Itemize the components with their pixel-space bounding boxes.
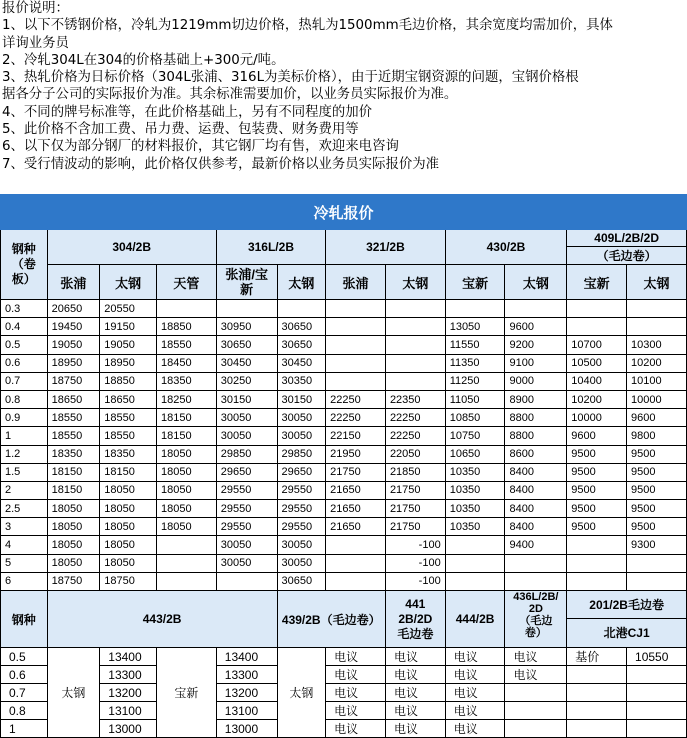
price-cell: 22250 — [385, 409, 445, 427]
price-cell: 9500 — [567, 463, 627, 481]
price-cell: 电议 — [326, 684, 386, 702]
price-cell: 18750 — [47, 372, 100, 390]
empty-cell — [505, 702, 567, 720]
price-row — [1, 409, 687, 427]
price-cell: 10100 — [627, 372, 687, 390]
price-cell: 22050 — [385, 445, 445, 463]
price-cell: 29550 — [216, 481, 277, 499]
price-cell: 13050 — [445, 318, 505, 336]
grade-header-201: 201/2B毛边卷 — [567, 591, 687, 619]
price-cell: 30450 — [216, 354, 277, 372]
spec-cell: 0.6 — [1, 666, 48, 684]
empty-cell — [627, 666, 687, 684]
note-line: 报价说明： — [2, 1, 69, 16]
price-cell: 8800 — [505, 409, 567, 427]
price-cell — [385, 336, 445, 354]
spec-cell: 0.9 — [1, 409, 48, 427]
price-cell: 10350 — [445, 500, 505, 518]
price-cell — [326, 554, 386, 572]
price-row — [1, 390, 687, 408]
price-cell: 30150 — [216, 390, 277, 408]
price-cell: 22150 — [326, 427, 386, 445]
price-cell: 18250 — [157, 390, 217, 408]
price-cell — [326, 318, 386, 336]
price-cell: 电议 — [326, 720, 386, 738]
price-cell: 13000 — [216, 720, 277, 738]
price-row — [1, 354, 687, 372]
price-cell: 电议 — [445, 702, 505, 720]
spec-cell: 0.8 — [1, 390, 48, 408]
price-cell — [157, 572, 217, 590]
price-cell: 29550 — [216, 518, 277, 536]
price-cell: 13300 — [100, 666, 157, 684]
price-cell — [385, 354, 445, 372]
mill-cell-baoxin: 宝新 — [157, 648, 217, 738]
price-cell: 10350 — [445, 481, 505, 499]
price-cell: 18050 — [47, 518, 100, 536]
spec-cell: 1 — [1, 720, 48, 738]
price-cell: 18050 — [100, 481, 157, 499]
price-cell: 18150 — [47, 481, 100, 499]
price-cell: 10000 — [627, 390, 687, 408]
price-cell: 电议 — [385, 720, 445, 738]
price-cell: 18050 — [157, 500, 217, 518]
price-cell: 9500 — [627, 463, 687, 481]
price-cell: 电议 — [385, 666, 445, 684]
price-cell: 电议 — [445, 684, 505, 702]
mill-header: 天管 — [157, 265, 217, 300]
price-cell: 9500 — [627, 500, 687, 518]
price-cell: 22250 — [385, 427, 445, 445]
price-cell — [445, 572, 505, 590]
price-cell — [445, 300, 505, 318]
spec-cell: 0.7 — [1, 684, 48, 702]
mill-header: 宝新 — [567, 265, 627, 300]
price-cell: 18050 — [47, 536, 100, 554]
price-cell — [216, 572, 277, 590]
spec-cell: 0.5 — [1, 336, 48, 354]
price-cell: 13400 — [216, 648, 277, 666]
price-row — [1, 536, 687, 554]
price-cell: 30950 — [216, 318, 277, 336]
price-cell: 10650 — [445, 445, 505, 463]
steel-grade-header: 钢种 （卷 板） — [1, 230, 48, 300]
price-row — [1, 554, 687, 572]
grade-header-321: 321/2B — [326, 230, 446, 265]
price-cell: 18550 — [100, 409, 157, 427]
price-cell: 8400 — [505, 518, 567, 536]
price-cell: 8600 — [505, 445, 567, 463]
mill-header: 太钢 — [385, 265, 445, 300]
price-cell: 18750 — [47, 572, 100, 590]
price-cell: 29550 — [277, 500, 326, 518]
price-cell — [567, 554, 627, 572]
price-cell: 10700 — [567, 336, 627, 354]
price-cell: 9800 — [627, 427, 687, 445]
price-row — [1, 463, 687, 481]
spec-cell: 0.6 — [1, 354, 48, 372]
price-cell: 30050 — [277, 554, 326, 572]
price-cell — [385, 318, 445, 336]
price-cell: 电议 — [385, 648, 445, 666]
price-cell: 18150 — [157, 409, 217, 427]
price-cell: 30650 — [277, 572, 326, 590]
grade-header-409l: 409L/2B/2D — [567, 230, 687, 247]
note-line: 5、此价格不含加工费、吊力费、运费、包装费、财务费用等 — [2, 122, 359, 138]
price-row — [1, 372, 687, 390]
price-cell — [326, 536, 386, 554]
mill-header-201: 北港CJ1 — [567, 618, 687, 647]
price-cell: 电议 — [505, 648, 567, 666]
grade-header-430: 430/2B — [445, 230, 567, 265]
spec-cell: 5 — [1, 554, 48, 572]
spec-cell: 3 — [1, 518, 48, 536]
price-cell: 30050 — [277, 427, 326, 445]
price-cell: 18850 — [157, 318, 217, 336]
price-row — [1, 500, 687, 518]
price-cell: 9500 — [567, 481, 627, 499]
price-cell: 13300 — [216, 666, 277, 684]
price-notes — [0, 0, 687, 194]
price-cell: 9500 — [567, 445, 627, 463]
price-cell: 18150 — [47, 463, 100, 481]
price-cell: 30050 — [216, 427, 277, 445]
spec-cell: 1.5 — [1, 463, 48, 481]
price-cell: 13000 — [100, 720, 157, 738]
price-cell: 13200 — [100, 684, 157, 702]
price-cell: 22350 — [385, 390, 445, 408]
price-cell: 19450 — [47, 318, 100, 336]
price-cell: 21750 — [385, 518, 445, 536]
price-cell: 电议 — [445, 648, 505, 666]
price-cell: 9500 — [627, 518, 687, 536]
mill-cell-taigang-439: 太钢 — [277, 648, 326, 738]
price-cell: 29550 — [277, 518, 326, 536]
price-cell: 30050 — [216, 536, 277, 554]
price-cell: 30050 — [216, 554, 277, 572]
price-cell — [567, 300, 627, 318]
empty-cell — [627, 684, 687, 702]
spec-cell: 1 — [1, 427, 48, 445]
price-cell — [627, 572, 687, 590]
price-cell: 电议 — [326, 666, 386, 684]
mill-header: 太钢 — [277, 265, 326, 300]
price-cell — [216, 300, 277, 318]
mill-header: 太钢 — [100, 265, 157, 300]
price-cell: 30650 — [277, 318, 326, 336]
price-cell — [326, 354, 386, 372]
price-cell: 电议 — [385, 702, 445, 720]
price-cell — [627, 300, 687, 318]
price-cell: 18950 — [100, 354, 157, 372]
price-row — [1, 445, 687, 463]
mill-header: 太钢 — [627, 265, 687, 300]
price-cell: 9100 — [505, 354, 567, 372]
empty-cell — [567, 666, 627, 684]
note-line: 2、冷轧304L在304的价格基础上+300元/吨。 — [2, 52, 285, 68]
price-cell: 9400 — [505, 536, 567, 554]
price-cell: 9500 — [627, 481, 687, 499]
price-row — [1, 481, 687, 499]
price-cell: 8900 — [505, 390, 567, 408]
price-cell: 18050 — [100, 518, 157, 536]
price-cell: 18350 — [100, 445, 157, 463]
price-cell — [567, 318, 627, 336]
price-cell: 30250 — [216, 372, 277, 390]
price-cell: 9300 — [627, 536, 687, 554]
mill-header: 宝新 — [445, 265, 505, 300]
price-cell: 22250 — [326, 390, 386, 408]
spec-cell: 0.4 — [1, 318, 48, 336]
price-cell: 29550 — [216, 500, 277, 518]
spec-cell: 0.5 — [1, 648, 48, 666]
price-cell: 18450 — [157, 354, 217, 372]
price-cell: 9500 — [627, 445, 687, 463]
price-cell — [445, 536, 505, 554]
price-cell: 30050 — [277, 536, 326, 554]
price-cell — [445, 554, 505, 572]
price-cell — [567, 572, 627, 590]
mill-header: 太钢 — [505, 265, 567, 300]
price-cell: 30650 — [277, 336, 326, 354]
price-cell: 11350 — [445, 354, 505, 372]
price-cell: 11250 — [445, 372, 505, 390]
price-cell — [505, 572, 567, 590]
price-cell: 9500 — [567, 518, 627, 536]
price-cell: 11550 — [445, 336, 505, 354]
empty-cell — [505, 684, 567, 702]
price-cell: 29850 — [277, 445, 326, 463]
price-cell: 30650 — [216, 336, 277, 354]
price-cell — [385, 300, 445, 318]
price-cell — [505, 300, 567, 318]
spec-cell: 2 — [1, 481, 48, 499]
price-cell: 18050 — [157, 463, 217, 481]
price-cell: 18150 — [157, 427, 217, 445]
note-line: 7、受行情波动的影响，此价格仅供参考，最新价格以业务员实际报价为准 — [2, 156, 440, 172]
price-row — [1, 427, 687, 445]
price-cell: 18350 — [157, 372, 217, 390]
mill-header: 张浦 — [47, 265, 100, 300]
note-line: 4、不同的牌号标准等，在此价格基础上，另有不同程度的加价 — [2, 104, 373, 120]
price-cell: 10200 — [567, 390, 627, 408]
note-line: 详询业务员 — [2, 35, 69, 51]
price-cell: 18050 — [47, 554, 100, 572]
price-cell: 电议 — [445, 720, 505, 738]
grade-header-316l: 316L/2B — [216, 230, 325, 265]
price-cell: 18050 — [100, 536, 157, 554]
price-cell — [326, 572, 386, 590]
base-price: 10550 — [627, 648, 687, 666]
price-cell: 19150 — [100, 318, 157, 336]
price-cell — [567, 536, 627, 554]
empty-cell — [627, 702, 687, 720]
price-cell: 18950 — [47, 354, 100, 372]
grade-header-304: 304/2B — [47, 230, 216, 265]
price-cell: 21950 — [326, 445, 386, 463]
price-cell — [157, 300, 217, 318]
empty-cell — [567, 684, 627, 702]
price-row — [1, 336, 687, 354]
empty-cell — [567, 720, 627, 738]
price-cell — [326, 336, 386, 354]
price-cell: 30050 — [277, 409, 326, 427]
price-cell: 电议 — [326, 702, 386, 720]
price-cell: 18150 — [100, 463, 157, 481]
price-cell: 13100 — [216, 702, 277, 720]
price-cell: 10000 — [567, 409, 627, 427]
price-cell: 电议 — [326, 648, 386, 666]
price-cell — [326, 372, 386, 390]
price-cell: 30150 — [277, 390, 326, 408]
price-cell: -100 — [385, 536, 445, 554]
base-label: 基价 — [567, 648, 627, 666]
price-cell: 9200 — [505, 336, 567, 354]
price-cell: 18650 — [47, 390, 100, 408]
price-cell: 9600 — [627, 409, 687, 427]
price-cell: 18050 — [47, 500, 100, 518]
price-cell: 13100 — [100, 702, 157, 720]
mill-header: 张浦/宝 新 — [216, 265, 277, 300]
table-title: 冷轧报价 — [1, 195, 687, 230]
spec-cell: 0.3 — [1, 300, 48, 318]
price-cell: -100 — [385, 554, 445, 572]
price-cell: 电议 — [505, 666, 567, 684]
price-cell — [385, 372, 445, 390]
price-cell: 18550 — [47, 409, 100, 427]
grade-header-443: 443/2B — [47, 591, 277, 648]
mill-cell-taigang: 太钢 — [47, 648, 100, 738]
price-cell — [627, 554, 687, 572]
price-cell: 8400 — [505, 463, 567, 481]
price-cell — [326, 300, 386, 318]
spec-cell: 2.5 — [1, 500, 48, 518]
price-cell: 21750 — [385, 500, 445, 518]
price-row — [1, 300, 687, 318]
price-cell — [157, 536, 217, 554]
grade-header-436l: 436L/2B/ 2D （毛边 卷） — [505, 591, 567, 648]
price-cell: 21750 — [326, 463, 386, 481]
price-cell: 18050 — [157, 445, 217, 463]
price-row — [1, 318, 687, 336]
price-cell: 9600 — [505, 318, 567, 336]
price-cell: -100 — [385, 572, 445, 590]
price-cell: 30450 — [277, 354, 326, 372]
price-cell: 18350 — [47, 445, 100, 463]
price-rows — [1, 300, 687, 591]
grade-header-441: 441 2B/2D 毛边卷 — [385, 591, 445, 648]
mill-header: 张浦 — [326, 265, 386, 300]
price-cell: 9500 — [567, 500, 627, 518]
price-cell: 8400 — [505, 500, 567, 518]
price-cell: 30050 — [216, 409, 277, 427]
price-cell: 13400 — [100, 648, 157, 666]
price-cell: 18550 — [100, 427, 157, 445]
spec-cell: 0.7 — [1, 372, 48, 390]
price-cell: 29650 — [216, 463, 277, 481]
price-cell: 11050 — [445, 390, 505, 408]
price-cell: 18050 — [157, 481, 217, 499]
spec-cell: 4 — [1, 536, 48, 554]
note-line: 1、以下不锈钢价格，冷轧为1219mm切边价格，热轧为1500mm毛边价格，其余宽度均需加价，具体 — [2, 18, 613, 34]
spec-cell: 1.2 — [1, 445, 48, 463]
price-cell: 电议 — [445, 666, 505, 684]
empty-cell — [567, 702, 627, 720]
price-cell: 29550 — [277, 481, 326, 499]
price-cell — [277, 300, 326, 318]
price-cell: 9600 — [567, 427, 627, 445]
steel-grade-header-2: 钢种 — [1, 591, 48, 648]
price-cell — [627, 318, 687, 336]
price-cell: 20550 — [100, 300, 157, 318]
price-cell: 13200 — [216, 684, 277, 702]
note-line: 据各分子公司的实际报价为准。其余标准需要加价，以业务员实际报价为准。 — [2, 87, 458, 103]
price-cell: 18650 — [100, 390, 157, 408]
price-cell: 10500 — [567, 354, 627, 372]
spec-cell: 0.8 — [1, 702, 48, 720]
empty-cell — [627, 720, 687, 738]
note-line: 3、热轧价格为日标价格（304L张浦、316L为美标价格），由于近期宝钢资源的问题，宝钢价格根 — [2, 70, 579, 86]
price-cell: 21850 — [385, 463, 445, 481]
price-cell: 18550 — [47, 427, 100, 445]
price-cell: 29650 — [277, 463, 326, 481]
price-cell: 8400 — [505, 481, 567, 499]
grade-header-444: 444/2B — [445, 591, 505, 648]
price-cell — [157, 554, 217, 572]
price-cell: 18850 — [100, 372, 157, 390]
price-cell: 18050 — [157, 518, 217, 536]
price-cell: 10300 — [627, 336, 687, 354]
price-cell: 8800 — [505, 427, 567, 445]
empty-cell — [505, 720, 567, 738]
price-cell: 21650 — [326, 481, 386, 499]
spec-cell: 6 — [1, 572, 48, 590]
price-cell: 18550 — [157, 336, 217, 354]
price-cell: 19050 — [47, 336, 100, 354]
price-cell: 21750 — [385, 481, 445, 499]
price-cell: 10350 — [445, 518, 505, 536]
price-cell: 10200 — [627, 354, 687, 372]
note-line: 6、以下仅为部分钢厂的材料报价，其它钢厂均有售，欢迎来电咨询 — [2, 139, 399, 155]
price-row — [1, 572, 687, 590]
price-row — [1, 518, 687, 536]
price-cell: 20650 — [47, 300, 100, 318]
price-cell: 30350 — [277, 372, 326, 390]
grade-header-439: 439/2B（毛边卷） — [277, 591, 385, 648]
price-cell: 10400 — [567, 372, 627, 390]
price-cell: 10850 — [445, 409, 505, 427]
price-cell: 电议 — [385, 684, 445, 702]
price-cell: 10350 — [445, 463, 505, 481]
price-cell — [505, 554, 567, 572]
price-cell: 29850 — [216, 445, 277, 463]
price-cell: 18050 — [100, 500, 157, 518]
price-cell: 9000 — [505, 372, 567, 390]
cold-rolled-price-table — [0, 194, 687, 738]
price-cell: 18050 — [100, 554, 157, 572]
price-cell: 10750 — [445, 427, 505, 445]
price-cell: 21650 — [326, 500, 386, 518]
price-cell: 18750 — [100, 572, 157, 590]
price-cell: 22250 — [326, 409, 386, 427]
grade-header-409l-sub: （毛边卷） — [567, 247, 687, 265]
price-cell: 19050 — [100, 336, 157, 354]
price-cell: 21650 — [326, 518, 386, 536]
